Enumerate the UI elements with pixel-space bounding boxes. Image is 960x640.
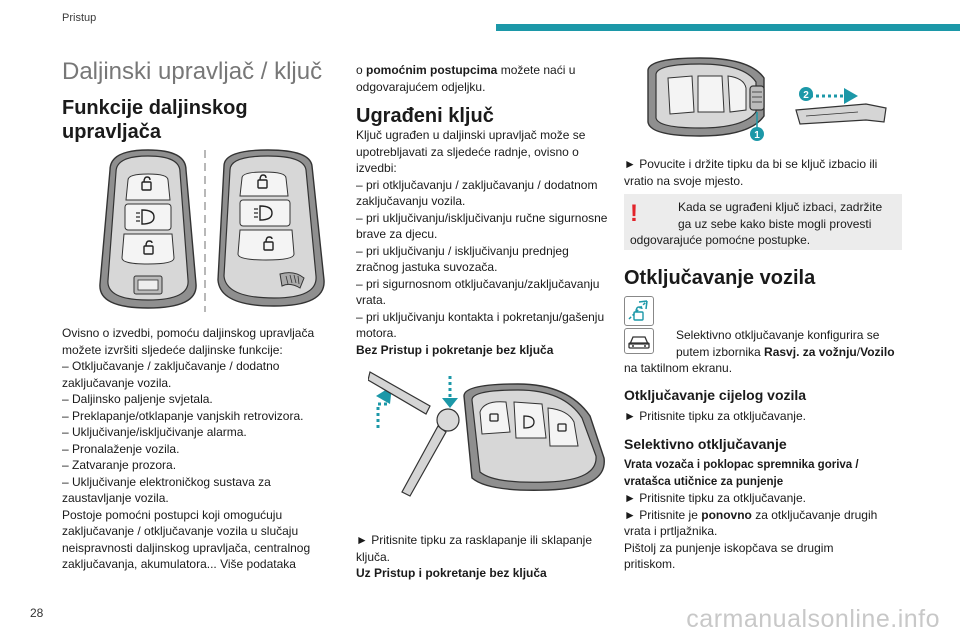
subheading-selective: Selektivno otključavanje	[624, 436, 787, 452]
col3-pull-instructions	[624, 156, 906, 189]
note-text	[630, 199, 894, 249]
col1-line: Postoje pomoćni postupci koji omogućuju	[62, 507, 283, 522]
col1-line: – Uključivanje elektroničkog sustava za	[62, 474, 271, 489]
warning-note	[624, 194, 902, 250]
col1-line: zaključavanje / otključavanje vozila u slučaju	[62, 524, 299, 538]
pistol-line-2: pritiskom.	[624, 557, 676, 571]
section-label: Pristup	[62, 12, 97, 24]
col1-line: Ovisno o izvedbi, pomoću daljinskog upravljača	[62, 326, 315, 340]
cont-line-2: odgovarajućem odjeljku.	[356, 79, 486, 94]
eject-arrow-icon	[810, 88, 858, 104]
col2-body	[356, 127, 626, 358]
col2-line: zračnog jastuka suvozača.	[356, 260, 498, 274]
page-title: Daljinski upravljač / ključ	[62, 58, 323, 85]
selective-config-text	[676, 327, 906, 360]
pull-line-1: ► Povucite i držite tipku da bi se ključ izbacio ili	[624, 157, 878, 171]
bold-with-keyless	[356, 565, 618, 582]
unlock-whole-instruction: ► Pritisnite tipku za otključavanje.	[624, 409, 806, 423]
press-again-line-2: vrata i prtljažnika.	[624, 524, 718, 538]
bold-without-keyless-text: Bez Pristup i pokretanje bez ključa	[356, 342, 554, 357]
warning-icon: !	[630, 200, 638, 227]
car-icon	[624, 328, 654, 354]
col1-line: neispravnosti daljinskog upravljača, centralnog	[62, 540, 311, 555]
col1-line: – Daljinsko paljenje svjetala.	[62, 392, 213, 406]
col2-line: – pri sigurnosnom otključavanju/zaključavanju	[356, 276, 600, 291]
heading-unlocking: Otključavanje vozila	[624, 267, 816, 289]
bold-without-keyless	[356, 342, 626, 359]
cont-post: možete naći u	[497, 63, 576, 77]
cont-bold-link: pomoćnim postupcima	[366, 63, 498, 77]
col1-line: – Zatvaranje prozora.	[62, 458, 177, 472]
watermark: carmanualsonline.info	[686, 605, 940, 633]
col1-line: možete izvršiti sljedeće daljinske funkcije:	[62, 342, 283, 357]
ejected-key	[796, 104, 886, 124]
page-number: 28	[30, 606, 44, 620]
col1-line: – Uključivanje/isključivanje alarma.	[62, 425, 247, 439]
col2-line: brave za djecu.	[356, 227, 438, 241]
fold-line-1: ► Pritisnite tipku za rasklapanje ili sklapanje	[356, 533, 592, 547]
note-line-3: odgovarajuće pomoćne postupke.	[630, 233, 811, 247]
key-blade-folded	[402, 426, 446, 496]
key-fob-right	[218, 150, 324, 306]
fold-line-2: ključa.	[356, 549, 391, 564]
col1-line: – Otključavanje / zaključavanje / dodatno	[62, 359, 280, 373]
sel-line-1: Selektivno otključavanje konfigurira se	[676, 328, 880, 342]
col2-fold-instructions	[356, 532, 618, 582]
col1-line: zaključavanje vozila.	[62, 375, 172, 390]
heading-remote-functions	[62, 96, 248, 144]
note-line-2: ga uz sebe kako biste mogli provesti	[678, 216, 872, 231]
col1-line: zaključavanja, akumulatora... Više podataka	[62, 557, 296, 571]
col1-line: zaustavljanje vozila.	[62, 491, 169, 505]
press-again-pre: ► Pritisnite je	[624, 507, 702, 522]
col2-line: zaključavanju vozila.	[356, 194, 466, 208]
col2-line: – pri uključivanju / isključivanju prednjeg	[356, 243, 569, 258]
menu-vehicle: Vozilo	[860, 344, 895, 359]
heading-integrated-key: Ugrađeni ključ	[356, 105, 494, 127]
cont-pre: o	[356, 63, 367, 77]
header-accent-bar	[496, 24, 960, 31]
heading-line-2: upravljača	[62, 121, 161, 143]
pistol-line-1: Pištolj za punjenje iskopčava se drugim	[624, 540, 834, 555]
keyless-fob-illustration	[640, 52, 890, 144]
heading-line-1: Funkcije daljinskog	[62, 97, 248, 119]
fold-button	[437, 409, 459, 431]
col1-line: – Pronalaženje vozila.	[62, 441, 180, 456]
subheading-unlock-whole: Otključavanje cijelog vozila	[624, 387, 807, 403]
press-once: ► Pritisnite tipku za otključavanje.	[624, 491, 806, 505]
menu-driving-lights: Rasvj. za vožnju	[764, 344, 857, 359]
col2-continuation	[356, 62, 618, 95]
bold-with-keyless-text: Uz Pristup i pokretanje bez ključa	[356, 566, 547, 580]
callout-1: 1	[754, 130, 760, 141]
key-fob-left	[100, 150, 196, 308]
sel-line-2-pre: putem izbornika	[676, 344, 765, 359]
col2-line: motora.	[356, 326, 397, 340]
col2-line: vrata.	[356, 293, 387, 307]
col2-line: – pri uključivanju kontakta i pokretanju/gašenju	[356, 309, 605, 324]
col2-line: upotrebljavati za sljedeće radnje, ovisno o	[356, 144, 579, 159]
pull-line-2: vratio na svoje mjesto.	[624, 173, 744, 188]
press-arrow-icon	[442, 376, 458, 408]
unlock-symbol-icon	[624, 296, 654, 326]
note-line-1: Kada se ugrađeni ključ izbaci, zadržite	[678, 200, 883, 214]
flip-key-illustration	[368, 362, 608, 508]
key-fobs-illustration	[88, 146, 338, 316]
press-again-post: za otključavanje drugih	[751, 507, 878, 522]
col2-line: – pri otključavanju / zaključavanju / dodatnom	[356, 177, 598, 192]
bold-charging-flap: vratašca utičnice za punjenje	[624, 475, 784, 488]
selective-body	[624, 457, 906, 573]
callout-2: 2	[803, 90, 809, 101]
release-button	[750, 86, 764, 110]
press-again-bold: ponovno	[701, 507, 752, 522]
bold-driver-door: Vrata vozača i poklopac spremnika goriva /	[624, 459, 859, 471]
sel-line-3: na taktilnom ekranu.	[624, 361, 733, 375]
sel-sep: /	[856, 344, 861, 359]
col1-body	[62, 325, 332, 573]
col1-line: – Preklapanje/otklapanje vanjskih retrovizora.	[62, 408, 304, 423]
col2-line: – pri uključivanju/isključivanju ručne sigurnosne	[356, 210, 608, 225]
col2-line: Ključ ugrađen u daljinski upravljač može se	[356, 128, 586, 142]
col2-line: izvedbi:	[356, 161, 397, 175]
